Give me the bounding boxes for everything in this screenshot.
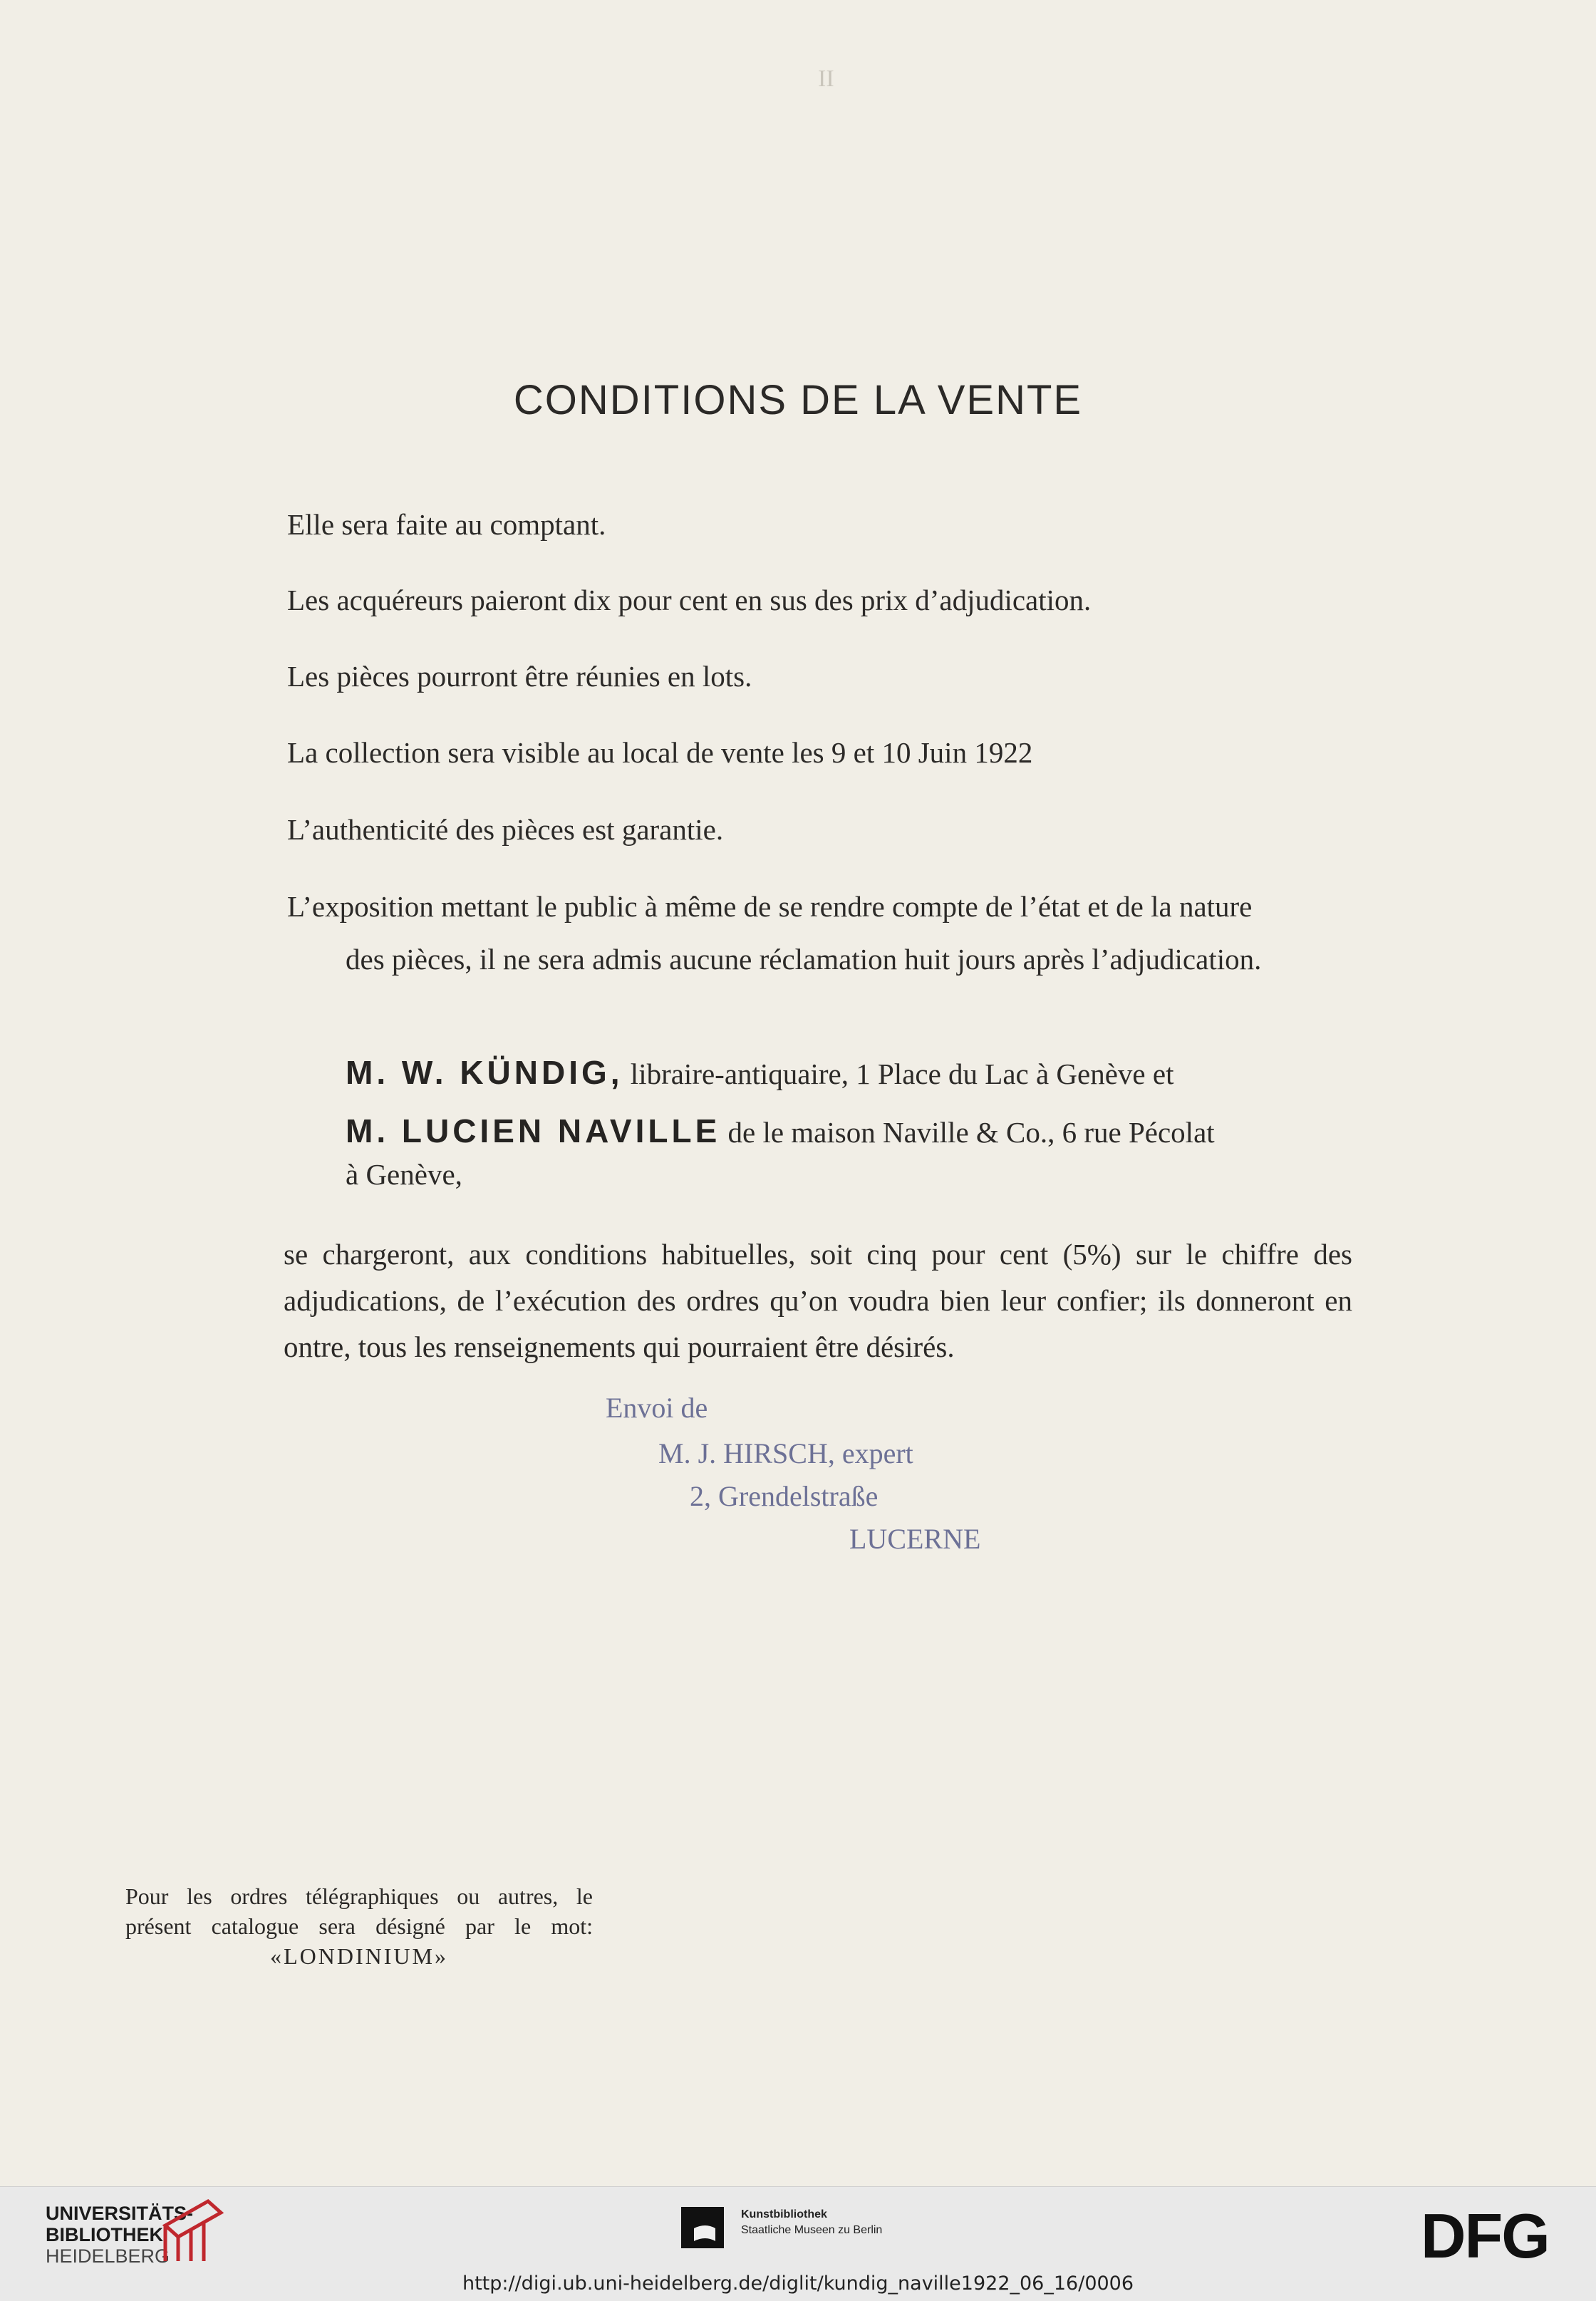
ub-heidelberg-logo-icon[interactable] xyxy=(158,2197,224,2265)
agent-kundig-detail: libraire-antiquaire, 1 Place du Lac à Genève et xyxy=(623,1058,1174,1090)
footnote-line-1: Pour les ordres télégraphiques ou autres, le xyxy=(125,1883,593,1909)
telegraph-footnote xyxy=(125,1881,593,1971)
ub-line-1: UNIVERSITÄTS- xyxy=(46,2203,194,2224)
footnote-codeword: «LONDINIUM» xyxy=(270,1943,448,1969)
agent-naville xyxy=(346,1112,1215,1150)
kunstbibliothek-logo-icon[interactable] xyxy=(681,2207,724,2248)
stamp-line-2: M. J. HIRSCH, expert xyxy=(658,1437,913,1469)
dfg-logo[interactable]: DFG xyxy=(1421,2201,1549,2271)
agent-naville-city: à Genève, xyxy=(346,1158,462,1191)
footnote-line-2: présent catalogue sera désigné par le mot: xyxy=(125,1913,593,1939)
page-title: CONDITIONS DE LA VENTE xyxy=(513,377,1083,423)
kb-line-2: Staatliche Museen zu Berlin xyxy=(741,2224,883,2236)
agent-naville-detail: de le maison Naville & Co., 6 rue Pécolat xyxy=(720,1116,1215,1149)
condition-paragraph-1: Elle sera faite au comptant. xyxy=(287,508,606,541)
condition-paragraph-4: La collection sera visible au local de vente les 9 et 10 Juin 1922 xyxy=(287,736,1033,769)
agent-naville-name: M. LUCIEN NAVILLE xyxy=(346,1112,721,1149)
agent-kundig xyxy=(346,1053,1173,1092)
permalink-url[interactable]: http://digi.ub.uni-heidelberg.de/diglit/kundig_naville1922_06_16/0006 xyxy=(462,2272,1134,2295)
stamp-line-4: LUCERNE xyxy=(849,1523,981,1555)
ub-line-3: HEIDELBERG xyxy=(46,2245,170,2267)
exposition-line-2: des pièces, il ne sera admis aucune réclamation huit jours après l’adjudication. xyxy=(346,943,1262,976)
condition-paragraph-5: L’authenticité des pièces est garantie. xyxy=(287,813,724,846)
agent-kundig-name: M. W. KÜNDIG, xyxy=(346,1054,623,1091)
exposition-line-1: L’exposition mettant le public à même de se rendre compte de l’état et de la nature xyxy=(287,890,1253,923)
stamp-line-3: 2, Grendelstraße xyxy=(690,1480,879,1512)
condition-paragraph-3: Les pièces pourront être réunies en lots. xyxy=(287,660,752,693)
page-number: II xyxy=(818,66,834,92)
ub-line-2: BIBLIOTHEK xyxy=(46,2224,163,2245)
condition-paragraph-2: Les acquéreurs paieront dix pour cent en sus des prix d’adjudication. xyxy=(287,584,1092,616)
closing-paragraph: se chargeront, aux conditions habituelles, soit cinq pour cent (5%) sur le chiffre des adjudications, de l’exécution des ordres qu’on voudra bien leur confier; ils donneront en ontre, tous les renseignements qui pourraient être désirés. xyxy=(284,1238,1352,1363)
kb-line-1: Kunstbibliothek xyxy=(741,2208,827,2220)
viewer-footer xyxy=(0,2186,1596,2301)
stamp-line-1: Envoi de xyxy=(606,1392,708,1424)
kunstbibliothek-wordmark[interactable] xyxy=(741,2207,882,2238)
